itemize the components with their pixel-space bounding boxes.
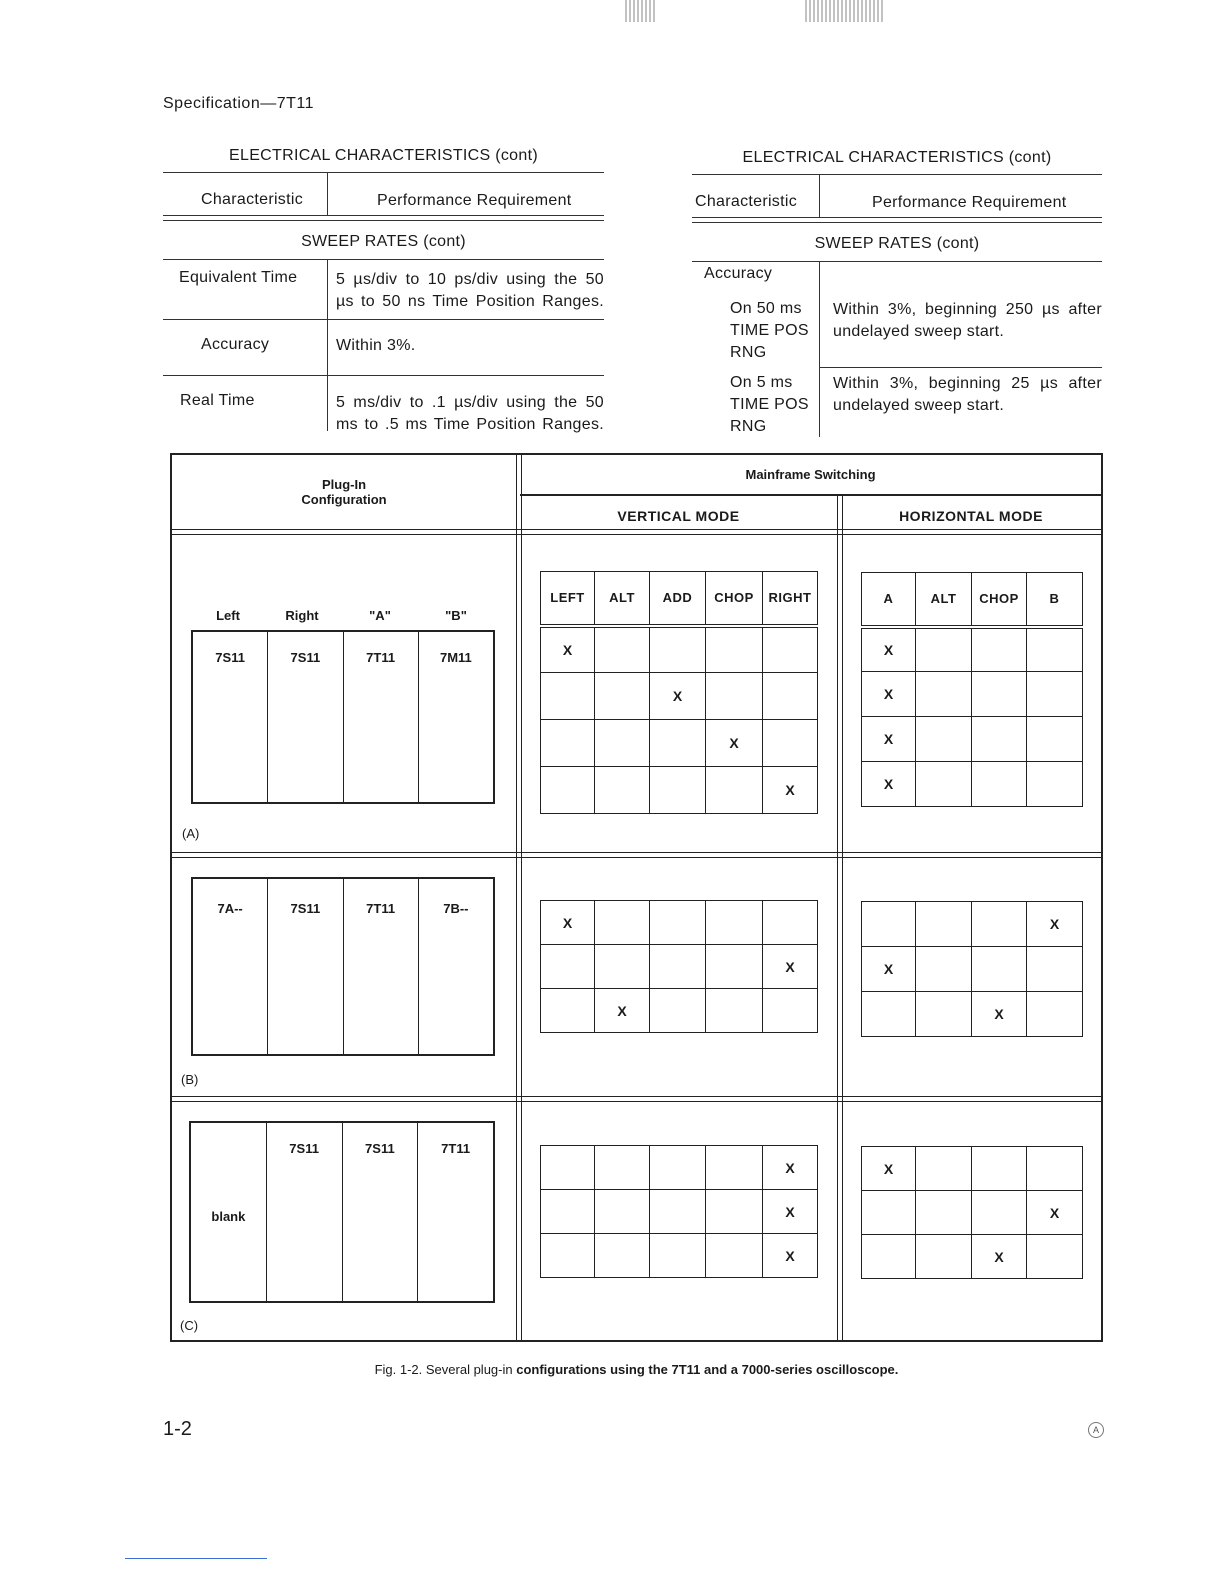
left-col-characteristic: Characteristic <box>201 191 304 208</box>
right-spec-table <box>692 147 1102 442</box>
switch-mark: X <box>763 1146 818 1190</box>
switch-cell <box>595 1234 650 1278</box>
left-row-2-perf: Within 3%. <box>336 337 416 354</box>
left-row-1-perf-1: 5 µs/div to 10 ps/div using the 50 <box>336 271 604 288</box>
slot-right: 7S11 <box>268 879 343 1054</box>
left-row-3-char: Real Time <box>180 392 255 409</box>
page-number: 1-2 <box>163 1418 192 1440</box>
switch-cell <box>862 992 916 1037</box>
switch-cell <box>916 947 972 992</box>
switch-mark: X <box>650 673 706 720</box>
switch-cell <box>650 626 706 673</box>
switch-row <box>862 902 1083 947</box>
mode-header-left: LEFT <box>541 572 595 626</box>
slot-label-b: "B" <box>445 608 467 623</box>
switch-cell <box>916 762 972 807</box>
switch-cell <box>862 1191 916 1235</box>
switch-cell <box>541 673 595 720</box>
switch-cell <box>763 989 818 1033</box>
switch-row <box>862 1235 1083 1279</box>
switch-cell <box>916 717 972 762</box>
plugin-config-b <box>191 877 495 1056</box>
right-col-characteristic: Characteristic <box>695 193 798 210</box>
page-header: Specification—7T11 <box>163 95 314 112</box>
switch-cell <box>916 1191 972 1235</box>
vertical-mode-grid-2 <box>540 900 818 1033</box>
switch-cell <box>972 1147 1027 1191</box>
switch-mark: X <box>541 901 595 945</box>
horizontal-mode-grid-2 <box>861 901 1083 1037</box>
mode-header-a: A <box>862 573 916 627</box>
switch-mark: X <box>706 720 763 767</box>
config-a-label: (A) <box>182 826 200 841</box>
switch-cell <box>595 673 650 720</box>
switch-cell <box>706 1146 763 1190</box>
figure-divider-2 <box>837 495 843 1340</box>
mode-header-chop: CHOP <box>972 573 1027 627</box>
left-row-1-char: Equivalent Time <box>179 269 298 286</box>
switch-cell <box>706 626 763 673</box>
switch-cell <box>1027 627 1083 672</box>
switch-cell <box>763 626 818 673</box>
switch-cell <box>1027 762 1083 807</box>
switch-cell <box>595 720 650 767</box>
right-col-performance: Performance Requirement <box>872 194 1067 211</box>
switch-cell <box>541 1146 595 1190</box>
right-row-2-c3: RNG <box>730 418 767 435</box>
slot-b: 7T11 <box>441 1141 471 1156</box>
left-row-1-perf-2: µs to 50 ns Time Position Ranges. <box>336 293 604 310</box>
slot-a: 7T11 <box>344 632 419 802</box>
switch-row <box>541 673 818 720</box>
switch-cell <box>763 673 818 720</box>
plugin-config-c <box>189 1121 495 1303</box>
switch-cell <box>1027 672 1083 717</box>
switch-cell <box>763 720 818 767</box>
switch-row <box>541 626 818 673</box>
switch-cell <box>706 945 763 989</box>
plugin-config-header-2: Configuration <box>301 492 387 507</box>
right-row-2-c2: TIME POS <box>730 396 809 413</box>
right-row-1-perf-2: undelayed sweep start. <box>833 323 1005 340</box>
switch-cell <box>916 1147 972 1191</box>
slot-label-right: Right <box>285 608 319 623</box>
switch-cell <box>650 1146 706 1190</box>
switch-cell <box>706 1234 763 1278</box>
switch-cell <box>1027 1235 1083 1279</box>
switch-cell <box>1027 947 1083 992</box>
switch-mark: X <box>763 945 818 989</box>
switch-cell <box>541 767 595 814</box>
switch-cell <box>650 1234 706 1278</box>
switch-cell <box>916 992 972 1037</box>
slot-right: 7S11 <box>268 632 343 802</box>
switch-row <box>541 1190 818 1234</box>
right-row-2-perf-2: undelayed sweep start. <box>833 397 1005 414</box>
switch-cell <box>862 1235 916 1279</box>
mode-header-add: ADD <box>650 572 706 626</box>
switch-row <box>541 1234 818 1278</box>
mainframe-switching-header: Mainframe Switching <box>745 467 876 482</box>
right-row-2-c1: On 5 ms <box>730 374 793 391</box>
switch-cell <box>650 1190 706 1234</box>
switch-cell <box>972 672 1027 717</box>
switch-row <box>541 945 818 989</box>
switch-cell <box>650 720 706 767</box>
figure-caption: Fig. 1-2. Several plug-in configurations using the 7T11 and a 7000-series oscilloscope. <box>374 1362 899 1377</box>
switch-cell <box>541 1190 595 1234</box>
switch-cell <box>595 1190 650 1234</box>
left-section-title: SWEEP RATES (cont) <box>301 233 466 250</box>
switch-cell <box>541 1234 595 1278</box>
switch-cell <box>862 902 916 947</box>
header-divider <box>172 529 1101 535</box>
switch-cell <box>706 673 763 720</box>
slot-label-a: "A" <box>369 608 391 623</box>
switch-cell <box>972 902 1027 947</box>
switch-cell <box>706 1190 763 1234</box>
switch-mark: X <box>763 767 818 814</box>
switch-mark: X <box>862 717 916 762</box>
left-row-3-perf-1: 5 ms/div to .1 µs/div using the 50 <box>336 394 604 411</box>
switch-cell <box>1027 992 1083 1037</box>
slot-a: 7S11 <box>343 1123 419 1301</box>
mode-header-b: B <box>1027 573 1083 627</box>
left-row-2-char: Accuracy <box>201 336 270 353</box>
switch-mark: X <box>763 1190 818 1234</box>
switch-mark: X <box>862 1147 916 1191</box>
left-row-3-perf-2: ms to .5 ms Time Position Ranges. <box>336 416 604 433</box>
switch-row <box>862 627 1083 672</box>
scan-artifact-left <box>625 0 657 22</box>
switch-row <box>862 717 1083 762</box>
switch-cell <box>595 945 650 989</box>
switch-cell <box>972 717 1027 762</box>
switch-mark: X <box>763 1234 818 1278</box>
switch-row <box>541 989 818 1033</box>
right-row-1-c2: TIME POS <box>730 322 809 339</box>
slot-left: blank <box>191 1123 267 1301</box>
switch-cell <box>706 767 763 814</box>
switch-cell <box>706 901 763 945</box>
switch-cell <box>916 902 972 947</box>
switch-mark: X <box>972 992 1027 1037</box>
switch-cell <box>1027 1147 1083 1191</box>
left-table-title: ELECTRICAL CHARACTERISTICS (cont) <box>229 147 538 164</box>
config-c-label: (C) <box>180 1318 199 1333</box>
switch-row <box>862 1147 1083 1191</box>
slot-right: 7S11 <box>267 1123 343 1301</box>
right-row-1-perf-1: Within 3%, beginning 250 µs after <box>833 301 1102 318</box>
switch-row <box>541 1146 818 1190</box>
switch-mark: X <box>541 626 595 673</box>
mode-header-alt: ALT <box>916 573 972 627</box>
switch-row <box>862 947 1083 992</box>
switch-cell <box>650 767 706 814</box>
switch-cell <box>972 947 1027 992</box>
right-row-1-c3: RNG <box>730 344 767 361</box>
switch-cell <box>916 627 972 672</box>
mode-header-alt: ALT <box>595 572 650 626</box>
right-group-label: Accuracy <box>704 265 773 282</box>
switch-mark: X <box>1027 1191 1083 1235</box>
slot-b: 7B-- <box>443 901 469 916</box>
switch-row <box>541 720 818 767</box>
row-divider-2 <box>172 1096 1101 1102</box>
slot-label-left: Left <box>216 608 240 623</box>
vertical-mode-grid-1 <box>540 571 818 814</box>
switch-row <box>862 992 1083 1037</box>
horizontal-mode-grid-3 <box>861 1146 1083 1279</box>
switch-cell <box>541 945 595 989</box>
switch-cell <box>916 1235 972 1279</box>
switch-cell <box>650 989 706 1033</box>
horizontal-mode-header: HORIZONTAL MODE <box>899 508 1043 524</box>
switch-row <box>862 762 1083 807</box>
switch-row <box>541 901 818 945</box>
switch-cell <box>541 720 595 767</box>
vertical-mode-header: VERTICAL MODE <box>617 508 740 524</box>
switch-cell <box>972 762 1027 807</box>
switch-cell <box>595 626 650 673</box>
switch-cell <box>972 627 1027 672</box>
right-table-title: ELECTRICAL CHARACTERISTICS (cont) <box>742 149 1052 166</box>
switch-cell <box>541 989 595 1033</box>
slot-a: 7T11 <box>344 879 419 1054</box>
right-section-title: SWEEP RATES (cont) <box>814 235 980 252</box>
right-row-1-c1: On 50 ms <box>730 300 802 317</box>
switch-cell <box>916 672 972 717</box>
scan-artifact-right <box>805 0 885 22</box>
switch-row <box>862 672 1083 717</box>
switch-cell <box>763 901 818 945</box>
left-spec-table <box>163 145 604 440</box>
switch-cell <box>595 1146 650 1190</box>
scan-underline <box>125 1558 267 1559</box>
figure-divider-1 <box>516 455 522 1340</box>
switch-mark: X <box>862 947 916 992</box>
right-row-2-perf-1: Within 3%, beginning 25 µs after <box>833 375 1102 392</box>
switch-mark: X <box>862 627 916 672</box>
left-col-performance: Performance Requirement <box>377 192 572 209</box>
switch-cell <box>650 945 706 989</box>
slot-left: 7A-- <box>193 879 268 1054</box>
switch-row <box>541 767 818 814</box>
vertical-mode-grid-3 <box>540 1145 818 1278</box>
switch-cell <box>972 1191 1027 1235</box>
switch-row <box>862 1191 1083 1235</box>
plugin-config-header-1: Plug-In <box>321 477 367 492</box>
plugin-config-a <box>191 630 495 804</box>
switch-mark: X <box>972 1235 1027 1279</box>
switch-cell <box>706 989 763 1033</box>
switch-cell <box>595 901 650 945</box>
switch-mark: X <box>595 989 650 1033</box>
revision-mark: A <box>1088 1422 1104 1438</box>
switch-mark: X <box>862 672 916 717</box>
row-divider-1 <box>172 852 1101 858</box>
horizontal-mode-grid-1 <box>861 572 1083 807</box>
switch-mark: X <box>862 762 916 807</box>
switch-cell <box>1027 717 1083 762</box>
switch-mark: X <box>1027 902 1083 947</box>
mode-header-right: RIGHT <box>763 572 818 626</box>
mode-header-chop: CHOP <box>706 572 763 626</box>
config-b-label: (B) <box>181 1072 199 1087</box>
switch-cell <box>650 901 706 945</box>
slot-b: 7M11 <box>439 650 472 665</box>
switch-cell <box>595 767 650 814</box>
slot-left: 7S11 <box>193 632 268 802</box>
